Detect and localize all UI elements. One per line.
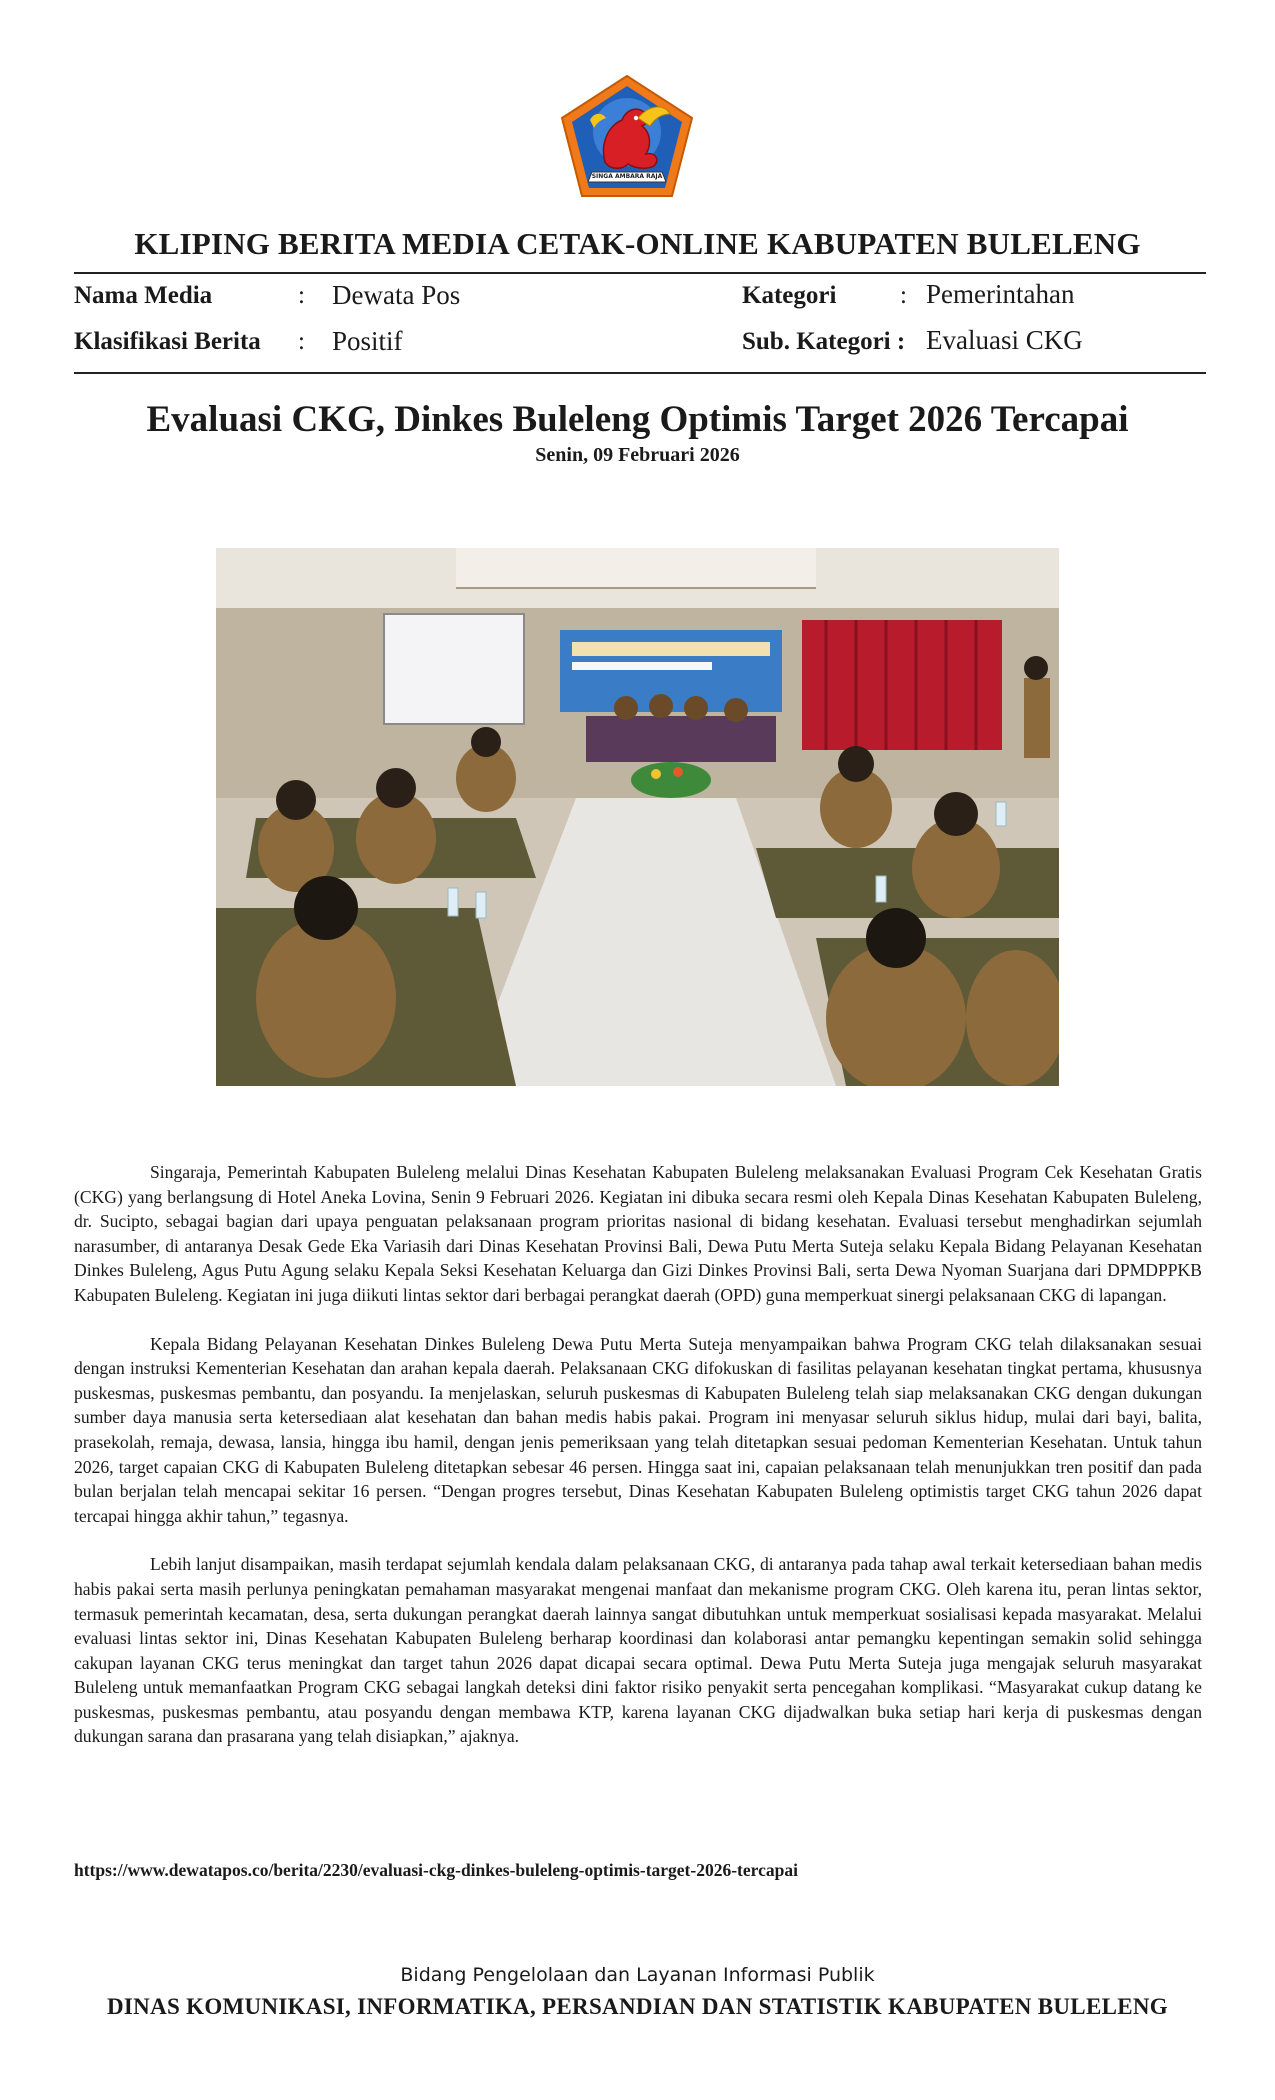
footer-agency: DINAS KOMUNIKASI, INFORMATIKA, PERSANDIAN DAN STATISTIK KABUPATEN BULELENG <box>107 1994 1168 2019</box>
media-name-colon: : <box>298 282 305 309</box>
article-paragraph: Kepala Bidang Pelayanan Kesehatan Dinkes Buleleng Dewa Putu Merta Suteja menyampaikan bahwa Program CKG telah dilaksanakan sesuai dengan instruksi Kementerian Kesehatan dan arahan kepala daerah. Pelaksanaan CKG difokuskan di fasilitas pelayanan kesehatan tingkat pertama, khususnya puskesmas, puskesmas pembantu, dan posyandu. Ia menjelaskan, seluruh puskesmas di Kabupaten Buleleng telah siap melaksanakan CKG dengan dukungan sumber daya manusia serta ketersediaan alat kesehatan dan bahan medis habis pakai. Program ini menyasar seluruh siklus hidup, mulai dari bayi, balita, prasekolah, remaja, dewasa, lansia, hingga ibu hamil, dengan jenis pemeriksaan yang telah ditetapkan sesuai pedoman Kementerian Kesehatan. Untuk tahun 2026, target capaian CKG di Kabupaten Buleleng ditetapkan sebesar 46 persen. Hingga saat ini, capaian pelaksanaan telah menunjukkan tren positif dan pada bulan berjalan telah mencapai sekitar 16 persen. “Dengan progres tersebut, Dinas Kesehatan Kabupaten Buleleng optimistis target CKG tahun 2026 dapat tercapai hingga akhir tahun,” tegasnya. <box>74 1333 1202 1526</box>
clipping-header-title: KLIPING BERITA MEDIA CETAK-ONLINE KABUPATEN BULELENG <box>134 226 1141 261</box>
subcategory-value: Evaluasi CKG <box>926 325 1083 355</box>
footer-division: Bidang Pengelolaan dan Layanan Informasi Publik <box>400 1964 875 1986</box>
logo-motto: SINGA AMBARA RAJA <box>591 173 663 180</box>
classification-value: Positif <box>332 326 403 356</box>
meeting-room-photo-icon <box>216 548 1059 1086</box>
header-divider-top <box>74 272 1206 274</box>
article-paragraph: Lebih lanjut disampaikan, masih terdapat sejumlah kendala dalam pelaksanaan CKG, di antaranya pada tahap awal terkait ketersediaan bahan medis habis pakai serta masih perlunya peningkatan pemahaman masyarakat mengenai manfaat dan mekanisme program CKG. Oleh karena itu, peran lintas sektor, termasuk pemerintah kecamatan, desa, serta dukungan perangkat daerah lainnya sangat dibutuhkan untuk memperkuat sosialisasi kepada masyarakat. Melalui evaluasi lintas sektor ini, Dinas Kesehatan Kabupaten Buleleng berharap koordinasi dan kolaborasi antar pemangku kepentingan semakin solid sehingga cakupan layanan CKG terus meningkat dan target tahun 2026 dapat dicapai secara optimal. Dewa Putu Merta Suteja juga mengajak seluruh masyarakat Buleleng untuk memanfaatkan Program CKG sebagai langkah deteksi dini faktor risiko penyakit serta pencegahan komplikasi. “Masyarakat cukup datang ke puskesmas, puskesmas pembantu, atau posyandu dengan membawa KTP, karena layanan CKG dijadwalkan buka setiap hari kerja di puskesmas dengan dukungan sarana dan prasarana yang telah disiapkan,” ajaknya. <box>74 1554 1202 1747</box>
source-url-link[interactable]: https://www.dewatapos.co/berita/2230/evaluasi-ckg-dinkes-buleleng-optimis-target-2026-tercapai <box>74 1860 798 1880</box>
category-colon: : <box>900 282 907 309</box>
lion-emblem-icon <box>560 74 694 200</box>
subcategory-label: Sub. Kategori : <box>742 328 906 355</box>
category-value: Pemerintahan <box>926 279 1075 309</box>
article-title: Evaluasi CKG, Dinkes Buleleng Optimis Target 2026 Tercapai <box>146 399 1129 440</box>
article-body <box>74 1160 1202 1773</box>
classification-label: Klasifikasi Berita <box>74 328 261 355</box>
category-label: Kategori <box>742 282 837 309</box>
regency-logo <box>560 74 694 200</box>
article-paragraph: Singaraja, Pemerintah Kabupaten Buleleng melalui Dinas Kesehatan Kabupaten Buleleng melaksanakan Evaluasi Program Cek Kesehatan Gratis (CKG) yang berlangsung di Hotel Aneka Lovina, Senin 9 Februari 2026. Kegiatan ini dibuka secara resmi oleh Kepala Dinas Kesehatan Kabupaten Buleleng, dr. Sucipto, sebagai bagian dari upaya penguatan pelaksanaan program prioritas nasional di bidang kesehatan. Evaluasi tersebut menghadirkan sejumlah narasumber, di antaranya Desak Gede Eka Variasih dari Dinas Kesehatan Provinsi Bali, Dewa Putu Merta Suteja selaku Kepala Bidang Pelayanan Kesehatan Dinkes Buleleng, Agus Putu Agung selaku Kepala Seksi Kesehatan Keluarga dan Gizi Dinkes Provinsi Bali, serta Dewa Nyoman Suarjana dari DPMDPPKB Kabupaten Buleleng. Kegiatan ini juga diikuti lintas sektor dari berbagai perangkat daerah (OPD) guna memperkuat sinergi pelaksanaan CKG di lapangan. <box>74 1162 1202 1305</box>
media-name-value: Dewata Pos <box>332 280 461 310</box>
classification-colon: : <box>298 328 305 355</box>
event-photo <box>216 548 1059 1086</box>
header-divider-bottom <box>74 372 1206 374</box>
media-name-label: Nama Media <box>74 282 213 309</box>
article-date: Senin, 09 Februari 2026 <box>535 444 740 466</box>
